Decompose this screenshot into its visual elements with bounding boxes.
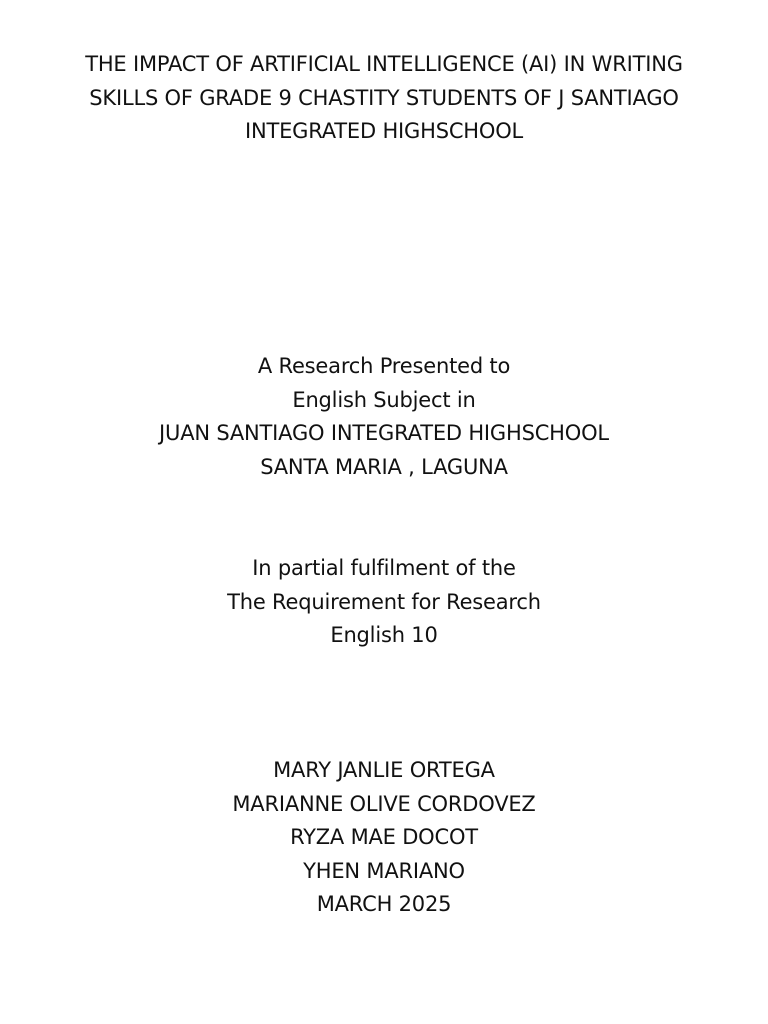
- school-location: SANTA MARIA , LAGUNA: [260, 454, 508, 479]
- presentation-statement: [0, 350, 768, 484]
- research-title: [0, 48, 768, 149]
- authors-block: [0, 754, 768, 922]
- subject-line: English Subject in: [292, 387, 476, 412]
- title-line: SKILLS OF GRADE 9 CHASTITY STUDENTS OF J SANTIAGO: [89, 85, 679, 110]
- author-name: YHEN MARIANO: [303, 858, 465, 883]
- requirement-line: The Requirement for Research: [227, 589, 541, 614]
- presented-to-line: A Research Presented to: [257, 354, 511, 378]
- fulfilment-statement: [0, 552, 768, 653]
- author-name: MARIANNE OLIVE CORDOVEZ: [232, 791, 536, 816]
- title-line: INTEGRATED HIGHSCHOOL: [244, 119, 524, 144]
- school-name: JUAN SANTIAGO INTEGRATED HIGHSCHOOL: [159, 421, 609, 446]
- submission-date: MARCH 2025: [316, 892, 452, 917]
- author-name: MARY JANLIE ORTEGA: [273, 758, 495, 782]
- fulfilment-line: In partial fulfilment of the: [252, 556, 516, 580]
- author-name: RYZA MAE DOCOT: [290, 825, 478, 850]
- title-line: THE IMPACT OF ARTIFICIAL INTELLIGENCE (AI) IN WRITING: [85, 52, 683, 76]
- course-line: English 10: [330, 623, 438, 648]
